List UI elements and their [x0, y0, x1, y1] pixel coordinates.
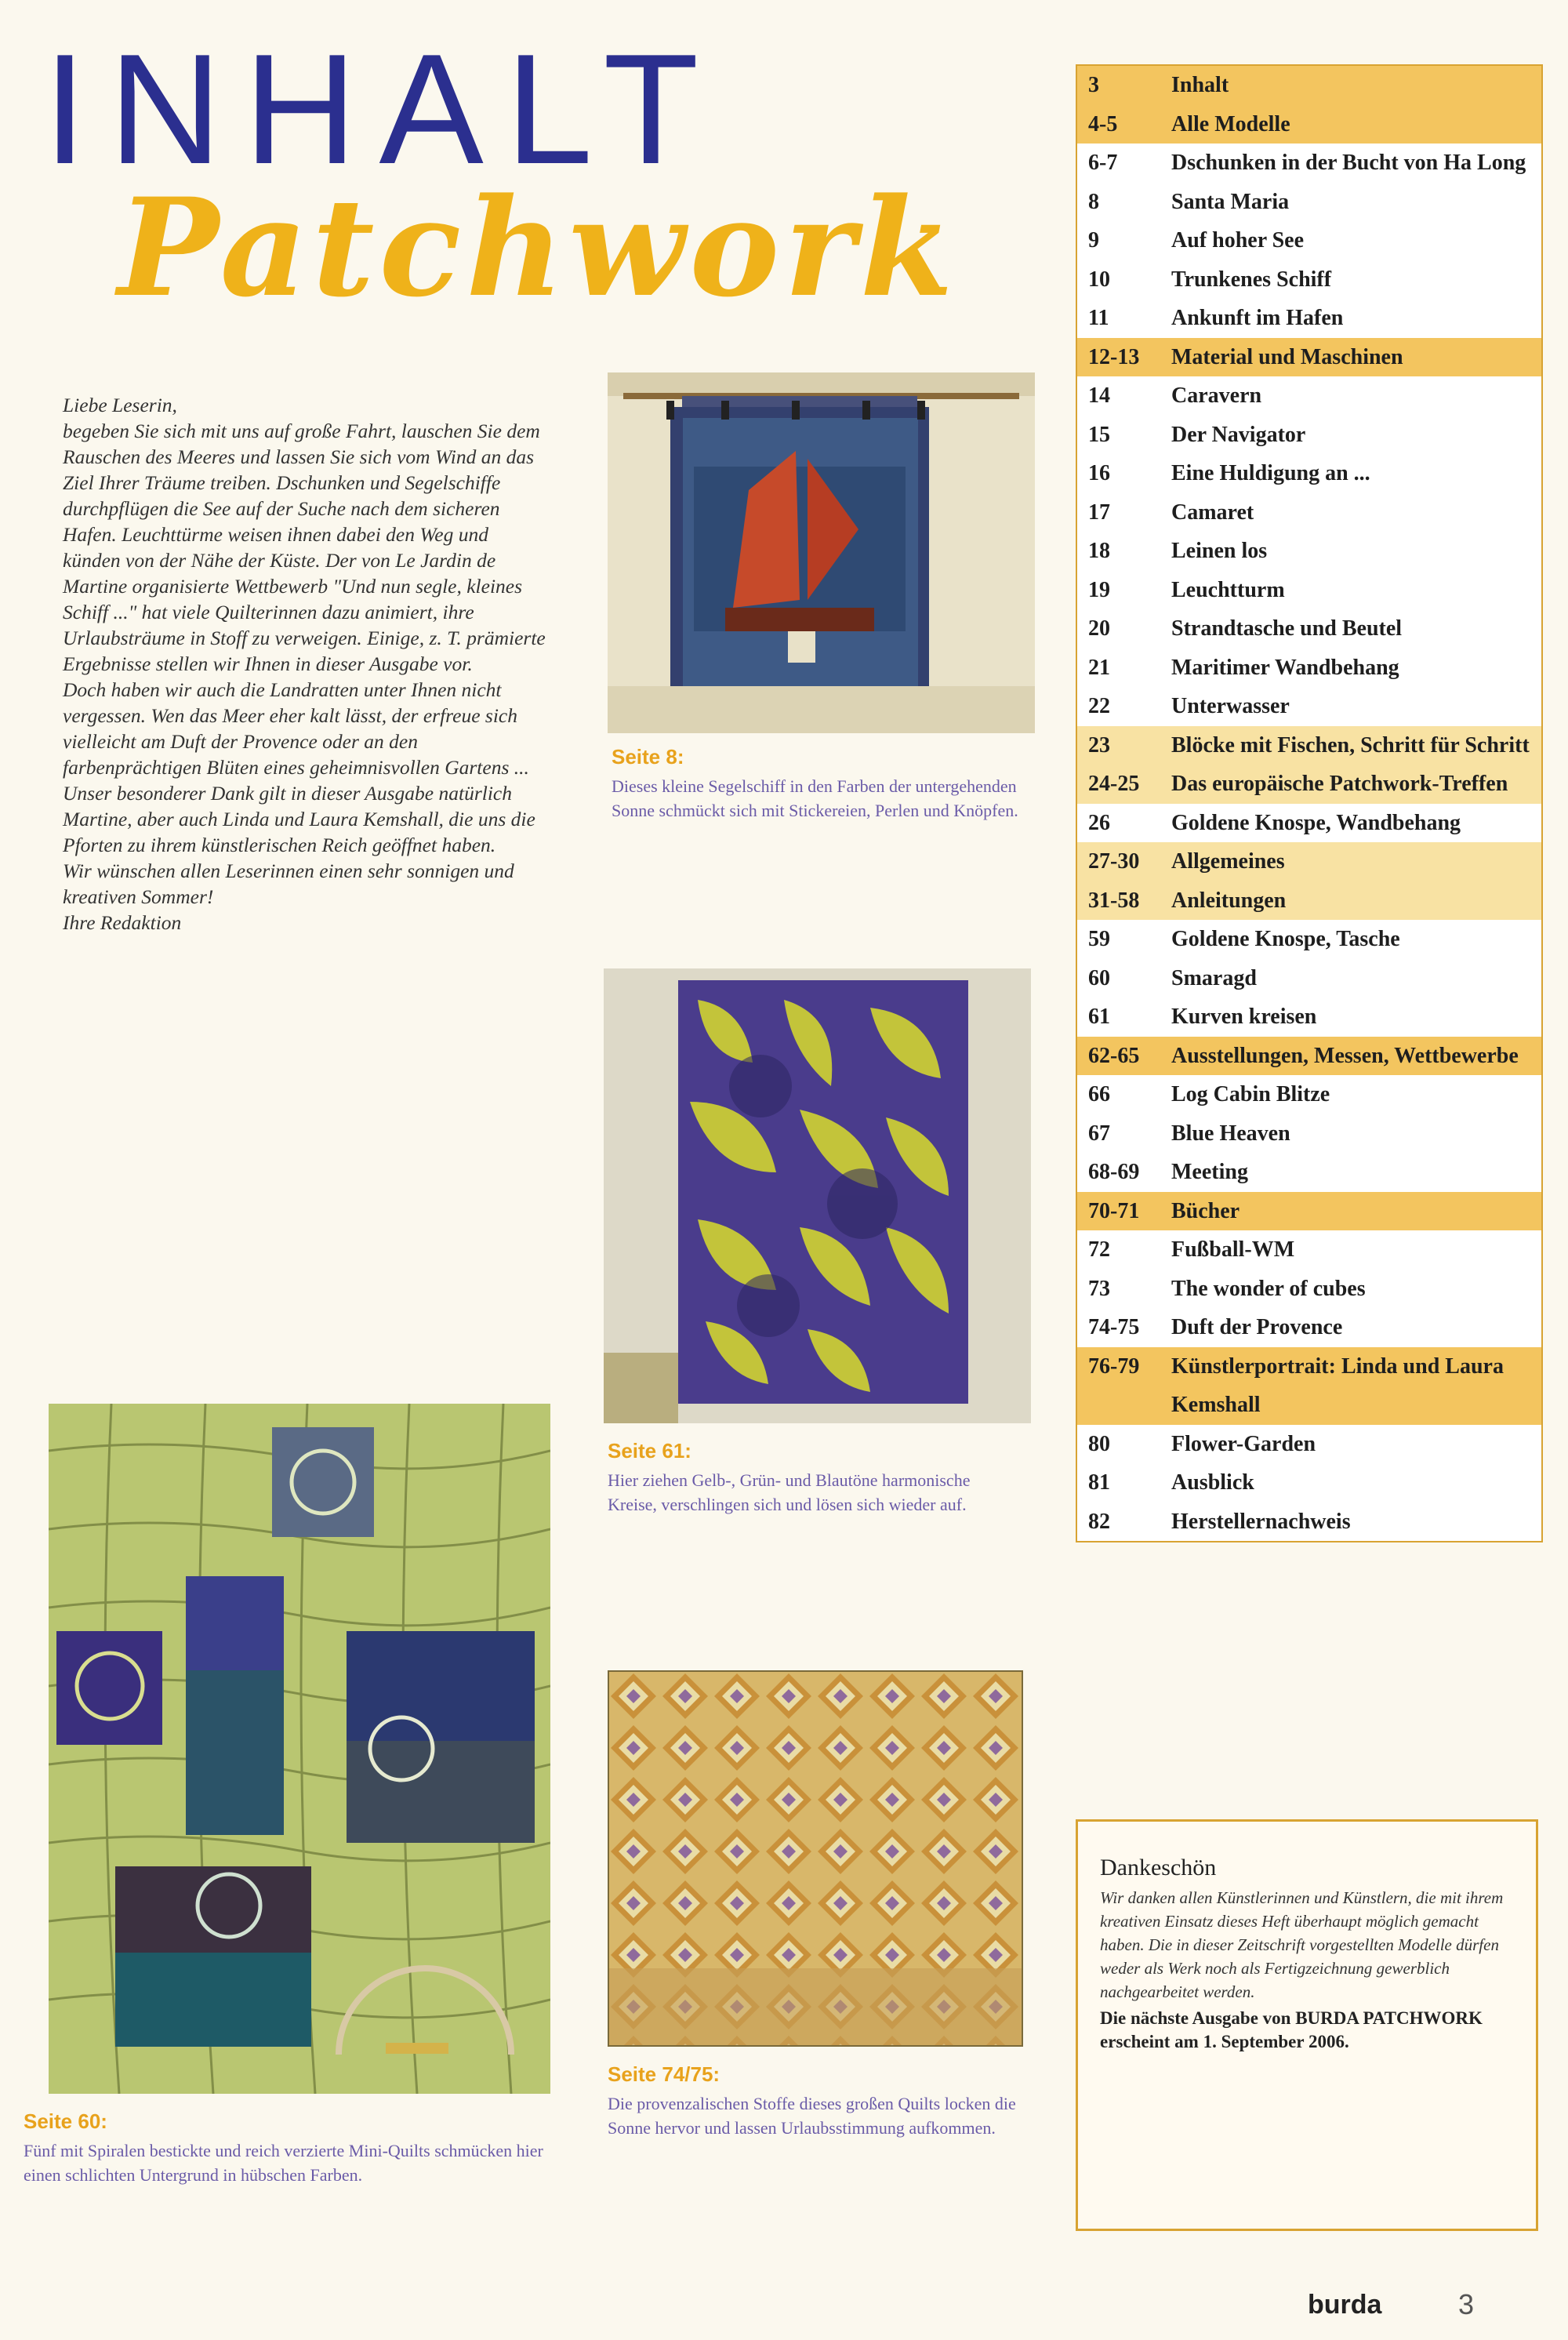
toc-entry-title: Bücher: [1171, 1198, 1240, 1223]
toc-row: [1077, 997, 1541, 1037]
toc-page-number: 66: [1088, 1082, 1110, 1106]
toc-page-number: 17: [1088, 500, 1110, 525]
caption-seite-74-75: [608, 2062, 1023, 2140]
toc-row: [1077, 105, 1541, 144]
toc-page-number: 6-7: [1088, 151, 1118, 175]
caption-seite-61: [608, 1439, 1023, 1517]
toc-entry-title: Anleitungen: [1171, 888, 1287, 913]
toc-page-number: 68-69: [1088, 1160, 1140, 1184]
editorial-greeting: Liebe Leserin,: [63, 394, 177, 416]
thanks-title: Dankeschön: [1100, 1855, 1217, 1880]
toc-row: [1077, 144, 1541, 183]
toc-entry-title: Der Navigator: [1171, 422, 1306, 447]
toc-page-number: 67: [1088, 1121, 1110, 1146]
toc-entry-title: Goldene Knospe, Wandbehang: [1171, 810, 1461, 835]
toc-entry-title: Flower-Garden: [1171, 1431, 1316, 1456]
toc-row: [1077, 726, 1541, 765]
toc-page-number: 16: [1088, 461, 1110, 485]
caption-title: Seite 74/75:: [608, 2062, 720, 2086]
toc-page-number: 12-13: [1088, 344, 1140, 369]
caption-text: Hier ziehen Gelb-, Grün- und Blautöne harmonische Kreise, verschlingen sich und lösen sich wieder auf.: [608, 1470, 971, 1514]
toc-entry-title: Caravern: [1171, 383, 1262, 408]
toc-row: [1077, 416, 1541, 455]
toc-entry-title: Maritimer Wandbehang: [1171, 655, 1399, 680]
toc-entry-title: Leuchtturm: [1171, 577, 1285, 602]
next-issue-note: Die nächste Ausgabe von BURDA PATCHWORK erscheint am 1. September 2006.: [1100, 2008, 1483, 2051]
editorial-paragraph: Wir wünschen allen Leserinnen einen sehr sonnigen und kreativen Sommer!: [63, 859, 514, 908]
photo-curves-quilt: [604, 968, 1031, 1423]
thanks-box: [1076, 1819, 1538, 2231]
caption-title: Seite 8:: [612, 745, 684, 768]
toc-entry-title: Material und Maschinen: [1171, 344, 1403, 369]
photo-mini-quilts: [49, 1404, 550, 2094]
thanks-body: Wir danken allen Künstlerinnen und Künstlern, die mit ihrem kreativen Einsatz dieses Heft überhaupt möglich gemacht haben. Die in dieser Zeitschrift vorgestellten Modelle dürfen weder als Werk noch als Fertigzeichnung gewerblich nachgearbeitet werden.: [1100, 1888, 1504, 2001]
toc-entry-title: Blöcke mit Fischen, Schritt für Schritt: [1171, 732, 1530, 758]
toc-row: [1077, 532, 1541, 571]
toc-row: [1077, 1153, 1541, 1192]
toc-page-number: 59: [1088, 927, 1110, 951]
toc-row: [1077, 804, 1541, 843]
toc-entry-title: Eine Huldigung an ...: [1171, 461, 1370, 485]
toc-page-number: 14: [1088, 383, 1110, 408]
caption-text: Fünf mit Spiralen bestickte und reich verzierte Mini-Quilts schmücken hier einen schlichten Untergrund in hübschen Farben.: [24, 2141, 543, 2185]
toc-row: [1077, 376, 1541, 416]
toc-entry-title: Meeting: [1171, 1160, 1248, 1184]
caption-title: Seite 61:: [608, 1439, 691, 1462]
editorial-paragraph: Doch haben wir auch die Landratten unter Ihnen nicht vergessen. Wen das Meer eher kalt lässt, der erfreue sich vielleicht am Duft der Provence oder an den farbenprächtigen Blüten eines geheimnisvollen Gartens ... Unser besonderer Dank gilt in dieser Ausgabe natürlich Martine, aber auch Linda und Laura Kemshall, die uns die Pforten zu ihrem künstlerischen Reich geöffnet haben.: [63, 678, 535, 856]
toc-row: [1077, 1270, 1541, 1309]
toc-row: [1077, 649, 1541, 688]
toc-page-number: 72: [1088, 1237, 1110, 1262]
brand-logo: burda: [1308, 2290, 1382, 2320]
toc-entry-title: Log Cabin Blitze: [1171, 1082, 1330, 1106]
toc-row: [1077, 881, 1541, 921]
toc-row: [1077, 454, 1541, 493]
toc-page-number: 20: [1088, 616, 1110, 641]
toc-entry-title: Das europäische Patchwork-Treffen: [1171, 772, 1508, 796]
toc-row: [1077, 609, 1541, 649]
toc-entry-title: Inhalt: [1171, 73, 1229, 97]
caption-text: Die provenzalischen Stoffe dieses großen Quilts locken die Sonne hervor und lassen Urlaubsstimmung aufkommen.: [608, 2094, 1016, 2138]
toc-entry-title: Alle Modelle: [1171, 111, 1290, 136]
toc-entry-title: Leinen los: [1171, 539, 1268, 563]
toc-row: [1077, 1037, 1541, 1076]
caption-seite-60: [24, 2109, 564, 2187]
caption-seite-8: [612, 745, 1019, 823]
toc-entry-title: Smaragd: [1171, 965, 1257, 990]
provence-quilt-image: [608, 1670, 1023, 2047]
table-of-contents: [1076, 64, 1543, 1542]
toc-row: [1077, 842, 1541, 881]
toc-row: [1077, 183, 1541, 222]
toc-page-number: 74-75: [1088, 1315, 1140, 1339]
toc-entry-title: Auf hoher See: [1171, 228, 1305, 253]
toc-row: [1077, 571, 1541, 610]
toc-page-number: 3: [1088, 73, 1099, 97]
photo-sailboat-quilt: [608, 372, 1035, 733]
toc-page-number: 15: [1088, 422, 1110, 447]
toc-page-number: 18: [1088, 539, 1110, 563]
toc-entry-title: Trunkenes Schiff: [1171, 267, 1332, 292]
toc-entry-title: Camaret: [1171, 500, 1254, 525]
toc-entry-title: Duft der Provence: [1171, 1315, 1343, 1339]
toc-page-number: 9: [1088, 228, 1099, 253]
editorial-paragraph: begeben Sie sich mit uns auf große Fahrt, lauschen Sie dem Rauschen des Meeres und lassen Sie sich vom Wind an das Ziel Ihrer Träume treiben. Dschunken und Segelschiffe durchpflügen die See auf der Suche nach dem sicheren Hafen. Leuchttürme weisen ihnen dabei den Weg und künden von der Nähe der Küste. Der von Le Jardin de Martine organisierte Wettbewerb "Und nun segle, kleines Schiff ..." hat viele Quilterinnen dazu animiert, ihre Urlaubsträume in Stoff zu verweigen. Einige, z. T. prämierte Ergebnisse stellen wir Ihnen in dieser Ausgabe vor.: [63, 420, 546, 675]
toc-row: [1077, 959, 1541, 998]
toc-entry-title: The wonder of cubes: [1171, 1276, 1366, 1301]
toc-page-number: 4-5: [1088, 111, 1118, 136]
toc-page-number: 76-79: [1088, 1353, 1140, 1379]
toc-page-number: 80: [1088, 1431, 1110, 1456]
toc-row: [1077, 299, 1541, 338]
sailboat-quilt-image: [608, 372, 1035, 733]
toc-row: [1077, 1425, 1541, 1464]
page-number: 3: [1458, 2288, 1475, 2320]
toc-row: [1077, 765, 1541, 804]
toc-entry-title: Santa Maria: [1171, 189, 1290, 214]
photo-provence-quilt: [608, 1670, 1023, 2047]
toc-entry-title: Blue Heaven: [1171, 1121, 1290, 1146]
toc-page-number: 27-30: [1088, 849, 1140, 874]
toc-row: [1077, 1502, 1541, 1542]
toc-row: [1077, 1114, 1541, 1154]
toc-page-number: 26: [1088, 810, 1110, 835]
toc-entry-title: Künstlerportrait: Linda und Laura Kemshall: [1171, 1353, 1504, 1417]
toc-page-number: 31-58: [1088, 888, 1140, 913]
toc-entry-title: Allgemeines: [1171, 849, 1285, 874]
toc-page-number: 22: [1088, 694, 1110, 718]
toc-page-number: 73: [1088, 1276, 1110, 1301]
toc-page-number: 11: [1088, 306, 1109, 330]
toc-row: [1077, 66, 1541, 105]
mini-quilts-image: [49, 1404, 550, 2094]
toc-row: [1077, 1308, 1541, 1347]
toc-row: [1077, 1075, 1541, 1114]
toc-entry-title: Goldene Knospe, Tasche: [1171, 927, 1400, 951]
toc-row: [1077, 1347, 1541, 1425]
editorial-signoff: Ihre Redaktion: [63, 911, 182, 934]
toc-page-number: 10: [1088, 267, 1110, 292]
toc-row: [1077, 493, 1541, 532]
curves-quilt-image: [604, 968, 1031, 1423]
toc-entry-title: Strandtasche und Beutel: [1171, 616, 1403, 641]
toc-row: [1077, 920, 1541, 959]
caption-title: Seite 60:: [24, 2109, 107, 2133]
toc-entry-title: Kurven kreisen: [1171, 1005, 1317, 1029]
caption-text: Dieses kleine Segelschiff in den Farben der untergehenden Sonne schmückt sich mit Stickereien, Perlen und Knöpfen.: [612, 776, 1018, 820]
toc-page-number: 8: [1088, 189, 1099, 214]
toc-row: [1077, 1463, 1541, 1502]
toc-page-number: 62-65: [1088, 1043, 1140, 1068]
toc-row: [1077, 1192, 1541, 1231]
toc-page-number: 81: [1088, 1470, 1110, 1495]
toc-entry-title: Ankunft im Hafen: [1171, 306, 1344, 330]
toc-entry-title: Herstellernachweis: [1171, 1509, 1351, 1534]
toc-page-number: 82: [1088, 1509, 1110, 1534]
toc-row: [1077, 687, 1541, 726]
editorial-text: [63, 392, 549, 936]
toc-page-number: 21: [1088, 655, 1110, 680]
toc-page-number: 70-71: [1088, 1198, 1140, 1223]
toc-entry-title: Unterwasser: [1171, 694, 1290, 718]
toc-page-number: 61: [1088, 1005, 1110, 1029]
page-subtitle: Patchwork: [118, 168, 958, 327]
toc-entry-title: Ausstellungen, Messen, Wettbewerbe: [1171, 1043, 1519, 1068]
toc-entry-title: Fußball-WM: [1171, 1237, 1295, 1262]
toc-page-number: 19: [1088, 577, 1110, 602]
toc-page-number: 24-25: [1088, 772, 1140, 796]
toc-entry-title: Ausblick: [1171, 1470, 1254, 1495]
toc-row: [1077, 1230, 1541, 1270]
toc-page-number: 60: [1088, 965, 1110, 990]
toc-row: [1077, 260, 1541, 300]
page-title: INHALT: [43, 22, 721, 197]
toc-entry-title: Dschunken in der Bucht von Ha Long: [1171, 151, 1526, 175]
toc-row: [1077, 221, 1541, 260]
toc-row: [1077, 338, 1541, 377]
toc-page-number: 23: [1088, 732, 1110, 758]
